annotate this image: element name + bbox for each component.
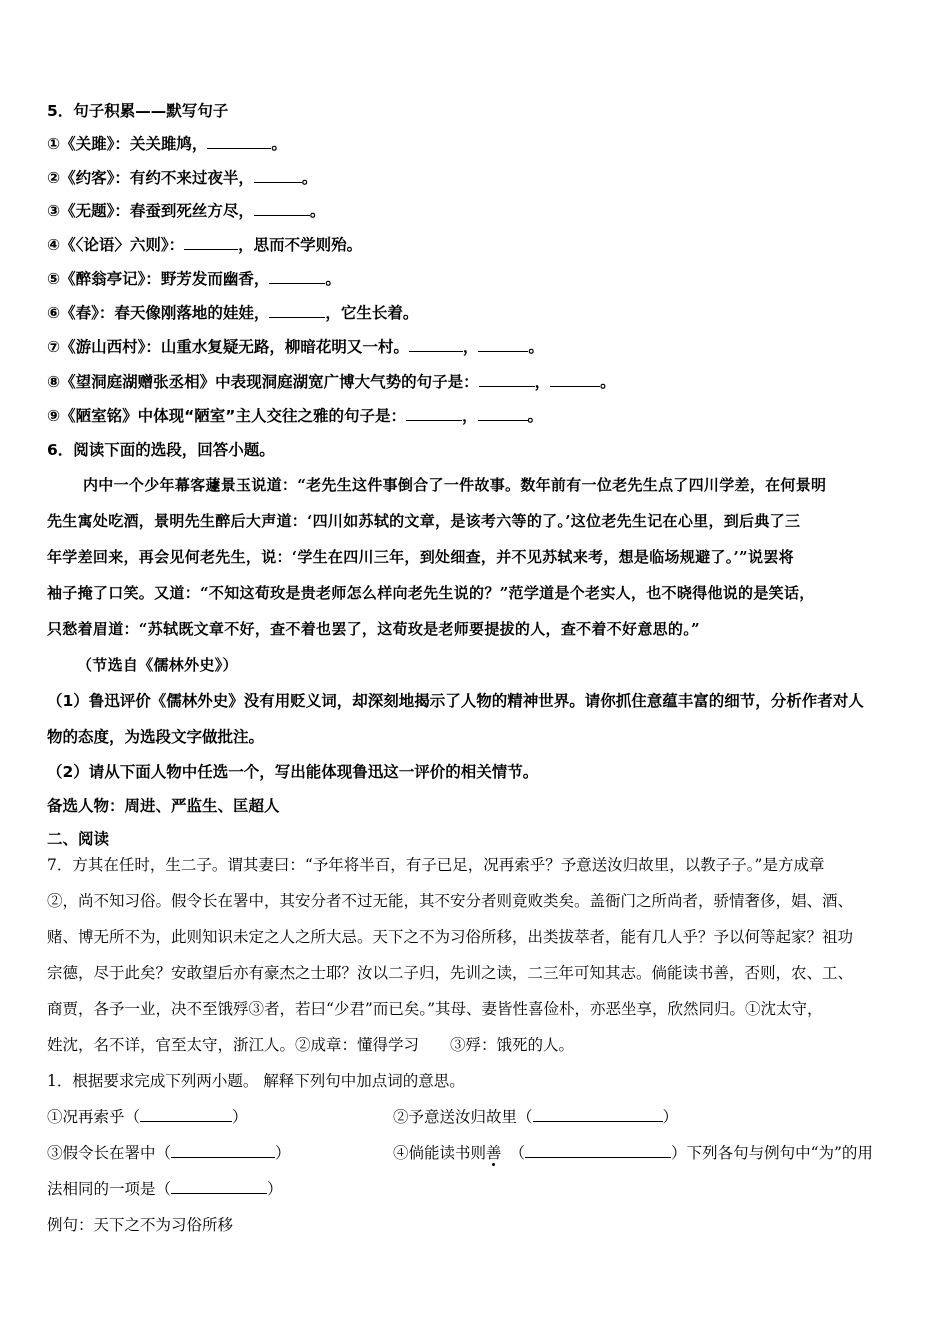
q5-item-3: ③《无题》：春蚕到死丝方尽， 。 [47,202,326,220]
q6-sub2: （2）请从下面人物中任选一个，写出能体现鲁迅这一评价的相关情节。 [47,763,539,781]
q5-item-7: ⑦《游山西村》：山重水复疑无路，柳暗花明又一村。 ， 。 [47,338,544,356]
explain-item-2: ②予意送汝归故里（ ） [393,1108,679,1126]
q5-item-2: ②《约客》：有约不来过夜半， 。 [47,169,318,187]
answer-blank[interactable] [254,167,302,183]
question-continuation: 法相同的一项是（ ） [47,1180,283,1198]
q6-sub1-line2: 物的态度，为选段文字做批注。 [47,728,265,746]
q6-sub1-line1: （1）鲁迅评价《儒林外史》没有用贬义词，却深刻地揭示了人物的精神世界。请你抓住意蕴丰富的细节，分析作者对人 [47,692,864,710]
answer-blank[interactable] [479,371,535,387]
question-5-title: 5．句子积累——默写句子 [47,102,229,120]
answer-blank[interactable] [409,336,463,352]
q7-notes: 姓沈，名不详，官至太守，浙江人。②成章：懂得学习 ③殍：饿死的人。 [47,1036,575,1054]
answer-blank[interactable] [478,405,528,421]
answer-blank[interactable] [207,133,271,149]
q5-item-4: ④《〈论语〉六则》： ，思而不学则殆。 [47,236,363,254]
q7-text-line: 赌、博无所不为，此则知识未定之人之所大忌。天下之不为习俗所移，出类拔萃者，能有几人乎？予以何等起家？祖功 [47,928,854,946]
q7-text-line: ②，尚不知习俗。假令长在署中，其安分者不过无能，其不安分者则竟败类矣。盖衙门之所尚者，骄情奢侈，娼、酒、 [47,892,854,910]
q7-text-line: 7．方其在任时，生二子。谓其妻曰：“予年将半百，有子已足，况再索乎？予意送汝归故里，以教子子。”是方成章 [47,856,825,874]
explain-item-4: ④倘能读书则善 （ ）下列各句与例句中“为”的用 [393,1144,873,1162]
q5-item-5: ⑤《醉翁亭记》：野芳发而幽香， 。 [47,270,341,288]
explain-item-1: ①况再索乎（ ） [47,1108,248,1126]
answer-blank[interactable] [171,1142,275,1158]
q5-item-8: ⑧《望洞庭湖赠张丞相》中表现洞庭湖宽广博大气势的句子是： ， 。 [47,373,616,391]
answer-blank[interactable] [269,268,325,284]
q5-item-9: ⑨《陋室铭》中体现“陋室”主人交往之雅的句子是： ， 。 [47,407,544,425]
section-heading: 二、阅读 [47,830,110,848]
answer-blank[interactable] [184,234,238,250]
excerpt-line: 袖子掩了口笑。又道：“不知这荀玫是贵老师怎么样向老先生说的？”范学道是个老实人，也不晓得他说的是笑话， [47,584,815,602]
answer-blank[interactable] [525,1142,671,1158]
emphasis-dot-char: 善 [486,1144,502,1162]
answer-blank[interactable] [406,405,462,421]
q5-item-6: ⑥《春》：春天像刚落地的娃娃， ，它生长着。 [47,304,419,322]
q7-text-line: 商贾，各予一业，决不至饿殍③者，若曰“少君”而已矣。”其母、妻皆性喜俭朴，亦恶坐享，欣然同归。①沈太守， [47,1000,823,1018]
answer-blank[interactable] [171,1178,267,1194]
answer-blank[interactable] [533,1106,663,1122]
answer-blank[interactable] [254,200,310,216]
excerpt-line: 年学差回来，再会见何老先生，说：‘学生在四川三年，到处细查，并不见苏轼来考，想是临场规避了。’”说罢将 [47,548,794,566]
q5-item-1: ①《关雎》：关关雎鸠， 。 [47,135,287,153]
answer-blank[interactable] [140,1106,232,1122]
answer-blank[interactable] [478,336,528,352]
excerpt-source: （节选自《儒林外史》） [77,656,238,674]
q6-candidates: 备选人物：周进、严监生、匡超人 [47,797,280,815]
q7-task: 1．根据要求完成下列两小题。 解释下列句中加点词的意思。 [47,1072,465,1090]
excerpt-line: 先生寓处吃酒，景明先生醉后大声道：‘四川如苏轼的文章，是该考六等的了。’这位老先生记在心里，到后典了三 [47,512,801,530]
example-sentence: 例句：天下之不为习俗所移 [47,1216,234,1234]
answer-blank[interactable] [269,302,325,318]
question-6-title: 6．阅读下面的选段，回答小题。 [47,441,275,459]
excerpt-line: 内中一个少年幕客蘧景玉说道：“老先生这件事倒合了一件故事。数年前有一位老先生点了四川学差，在何景明 [83,476,827,494]
explain-item-3: ③假令长在署中（ ） [47,1144,291,1162]
answer-blank[interactable] [550,371,600,387]
q7-text-line: 宗德，尽于此矣？安敢望后亦有豪杰之士耶？汝以二子归，先训之读，二三年可知其志。倘能读书善，否则，农、工、 [47,964,854,982]
excerpt-line: 只愁着眉道：“苏轼既文章不好，查不着也罢了，这荀玫是老师要提拔的人，查不着不好意思的。” [47,620,700,638]
